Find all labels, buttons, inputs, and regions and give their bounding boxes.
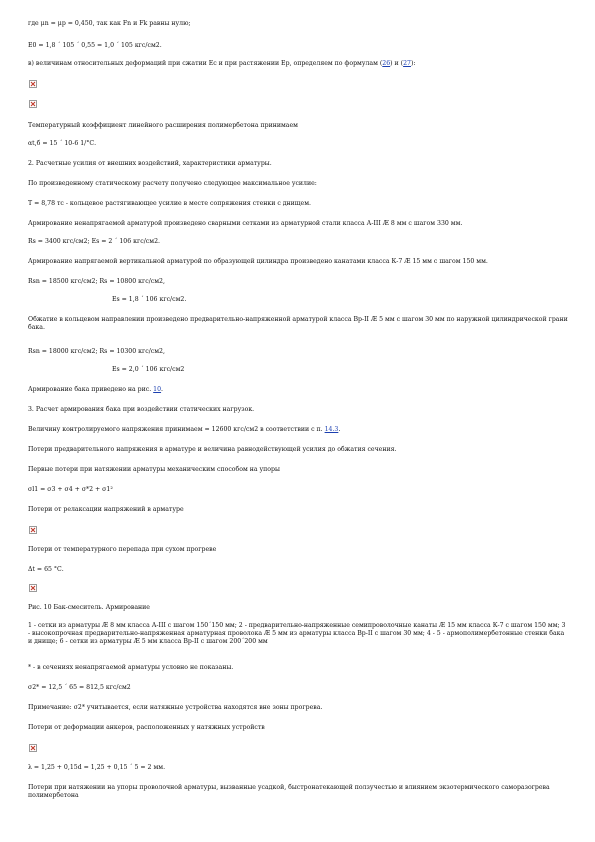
text-line: Армирование ненапрягаемой арматурой произведено сварными сетками из арматурной стали класса А-III Æ 8 мм с шагом 330 мм. — [28, 220, 463, 227]
formula-link-27[interactable]: 27 — [403, 60, 411, 67]
broken-image-icon — [29, 584, 37, 592]
broken-image-icon — [29, 744, 37, 752]
text-line: где μn = μp = 0,450, так как Fn и Fk равны нулю; — [28, 20, 191, 27]
text-line: Т = 8,78 тс - кольцевое растягивающее усилие в месте сопряжения стенки с днищем. — [28, 200, 312, 207]
text-paragraph: Обжатие в кольцевом направлении произведено предварительно-напряженной арматурой класса Вр-II Æ 5 мм с шагом 30 мм по наружной цилиндрической грани бака. — [28, 316, 568, 331]
text-line: Температурный коэффициент линейного расширения полимербетона принимаем — [28, 122, 298, 129]
formula-line: σ2* = 12,5 ´ 65 = 812,5 кгс/см2 — [28, 684, 131, 691]
formula-line: σl1 = σ3 + σ4 + σ*2 + σ1² — [28, 486, 113, 493]
text-line: Армирование бака приведено на рис. 10. — [28, 386, 164, 393]
text-line: E0 = 1,8 ´ 105 ´ 0,55 = 1,0 ´ 105 кгс/см2. — [28, 42, 162, 49]
broken-image-icon — [29, 100, 37, 108]
text-line: Es = 1,8 ´ 106 кгс/см2. — [112, 296, 187, 303]
broken-image-icon — [29, 80, 37, 88]
note-line: Примечание: σ2* учитывается, если натяжные устройства находятся вне зоны прогрева. — [28, 704, 323, 711]
text-line: Es = 2,0 ´ 106 кгс/см2 — [112, 366, 185, 373]
text-line: Потери предварительного напряжения в арматуре и величина равнодействующей усилия до обжатия сечения. — [28, 446, 397, 453]
text-line: Потери от деформации анкеров, расположенных у натяжных устройств — [28, 724, 265, 731]
text-line: Потери от температурного перепада при сухом прогреве — [28, 546, 217, 553]
figure-caption: Рис. 10 Бак-смеситель. Армирование — [28, 604, 150, 611]
text-line: Rsn = 18500 кгс/см2; Rs = 10800 кгс/см2, — [28, 278, 165, 285]
broken-image-icon — [29, 526, 37, 534]
text-line: Rsn = 18000 кгс/см2; Rs = 10300 кгс/см2, — [28, 348, 165, 355]
text-line: Δt = 65 °С. — [28, 566, 64, 573]
figure-legend: 1 - сетки из арматуры Æ 8 мм класса А-III с шагом 150´150 мм; 2 - предварительно-напряженные семипроволочные канаты Æ 15 мм класса К-7 с шагом 150 мм; 3 - высокопрочная предварительно-напряженная арматурная проволока Æ 5 мм из арматуры класса Вр-II с шагом 30 мм; 4 - 5 - армополимербетонные стенки бака и днище; 6 - сетки из арматуры Æ 5 мм класса Вр-II с шагом 200´200 мм — [28, 622, 566, 645]
clause-link-14-3[interactable]: 14.3 — [324, 426, 339, 433]
section-heading: 2. Расчетные усилия от внешних воздействий, характеристики арматуры. — [28, 160, 272, 167]
text-line: в) величинам относительных деформаций при сжатии Ec и при растяжении Ep, определяем по формулам (26) и (27): — [28, 60, 416, 67]
text-line: Rs = 3400 кгс/см2; Es = 2 ´ 106 кгс/см2. — [28, 238, 160, 245]
formula-link-26[interactable]: 26 — [382, 60, 391, 67]
text-paragraph: Потери при натяжении на упоры проволочной арматуры, вызванные усадкой, быстронатекающей ползучестью и влиянием экзотермического саморазогрева полимербетона — [28, 784, 550, 799]
text-line: Потери от релаксации напряжений в арматуре — [28, 506, 184, 513]
text-line: По произведенному статическому расчету получено следующее максимальное усилие: — [28, 180, 317, 187]
figure-link-10[interactable]: 10 — [153, 386, 162, 393]
text-line: * - в сечениях ненапрягаемой арматуры условно не показаны. — [28, 664, 234, 671]
text-line: αt,б = 15 ´ 10-6 1/°С. — [28, 140, 97, 147]
formula-line: λ = 1,25 + 0,15d = 1,25 + 0,15 ´ 5 = 2 мм. — [28, 764, 166, 771]
text-line: Первые потери при натяжении арматуры механическим способом на упоры — [28, 466, 280, 473]
text-line: Армирование напрягаемой вертикальной арматурой по образующей цилиндра произведено канатами класса К-7 Æ 15 мм с шагом 150 мм. — [28, 258, 488, 265]
text-line: Величину контролируемого напряжения принимаем = 12600 кгс/см2 в соответствии с п. 14.3. — [28, 426, 341, 433]
section-heading: 3. Расчет армирования бака при воздействии статических нагрузок. — [28, 406, 255, 413]
